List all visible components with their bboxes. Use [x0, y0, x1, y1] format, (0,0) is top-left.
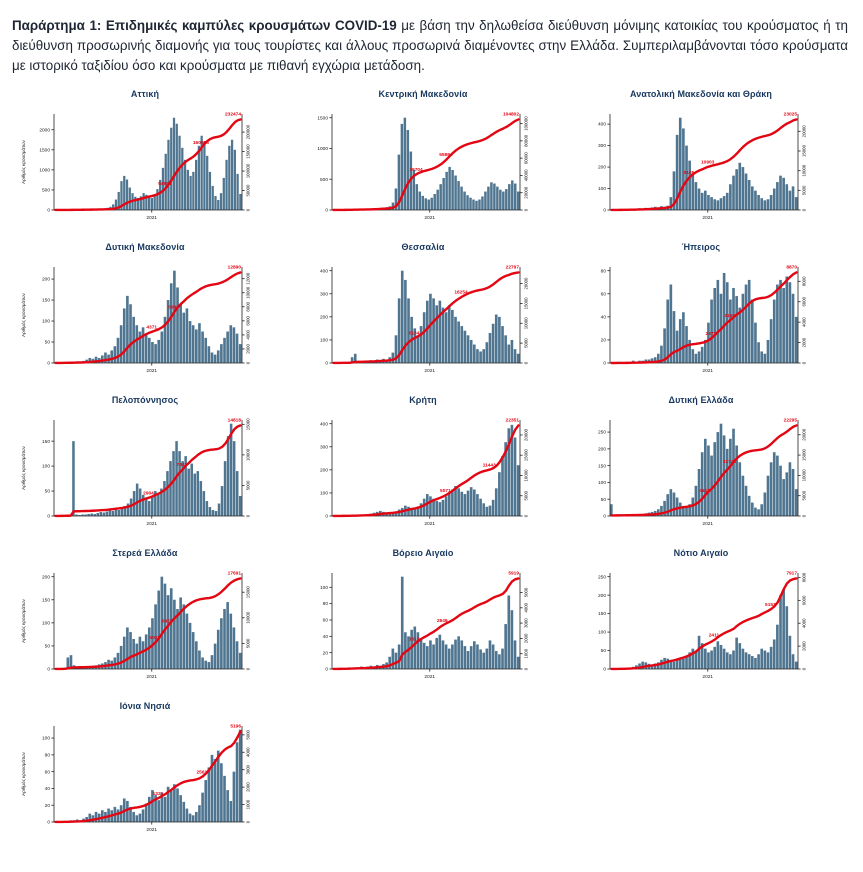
svg-text:20000: 20000: [523, 278, 529, 291]
svg-text:0: 0: [47, 209, 50, 215]
svg-text:0: 0: [325, 668, 328, 674]
svg-text:2000: 2000: [245, 344, 251, 355]
mid-annotation: 2411: [708, 633, 720, 639]
x-axis-tick-label: 2021: [146, 675, 158, 681]
svg-text:200: 200: [597, 447, 606, 453]
final-total-annotation: 5196: [230, 724, 241, 730]
svg-text:0: 0: [47, 668, 50, 674]
chart-title: Πελοπόννησος: [111, 395, 179, 406]
svg-text:200: 200: [319, 315, 328, 321]
svg-text:200: 200: [597, 166, 606, 172]
x-axis-tick-label: 2021: [424, 675, 436, 681]
chart-title: Θεσσαλία: [401, 242, 445, 253]
svg-text:10000: 10000: [245, 612, 251, 625]
svg-text:100: 100: [597, 187, 606, 193]
svg-text:3000: 3000: [245, 765, 251, 775]
svg-text:5000: 5000: [245, 639, 251, 649]
chart-title: Ιόνια Νησιά: [119, 701, 171, 712]
svg-text:150: 150: [597, 612, 606, 618]
mid-annotation: 39704: [409, 168, 423, 174]
svg-text:0: 0: [245, 209, 251, 212]
chart-8-κρητη: [292, 395, 554, 534]
svg-text:2000: 2000: [245, 782, 251, 793]
svg-text:80: 80: [600, 269, 606, 275]
svg-text:100: 100: [41, 621, 50, 627]
svg-text:1000: 1000: [523, 649, 529, 659]
svg-text:100000: 100000: [245, 164, 251, 179]
epidemic-curve-plot: [14, 561, 276, 687]
svg-text:150: 150: [41, 299, 50, 305]
mid-annotation: 55884: [439, 153, 453, 159]
svg-text:5000: 5000: [245, 481, 251, 491]
epidemic-curve-plot: [292, 561, 554, 687]
chart-9-δυτικη-ελλαδα: [570, 395, 832, 534]
svg-text:50: 50: [600, 498, 606, 504]
svg-text:0: 0: [801, 515, 807, 518]
svg-text:10000: 10000: [245, 449, 251, 462]
svg-text:3000: 3000: [523, 618, 529, 629]
final-total-annotation: 7917: [786, 571, 797, 577]
final-total-annotation: 104802: [502, 112, 519, 118]
mid-annotation: 5071: [440, 489, 451, 495]
epidemic-curve-plot: [14, 255, 276, 381]
svg-text:0: 0: [245, 821, 251, 824]
svg-text:100: 100: [41, 320, 50, 326]
svg-text:100: 100: [41, 737, 50, 743]
mid-annotation: 2904: [143, 492, 154, 498]
chart-1-αττικη: [14, 89, 276, 228]
svg-text:500: 500: [41, 189, 50, 195]
svg-text:0: 0: [603, 362, 606, 368]
final-total-annotation: 232474: [224, 112, 241, 118]
svg-text:0: 0: [603, 209, 606, 215]
chart-7-πελοποννησος: [14, 395, 276, 534]
x-axis-tick-label: 2021: [146, 369, 158, 375]
svg-text:0: 0: [47, 821, 50, 827]
svg-text:500: 500: [319, 178, 328, 184]
svg-text:50000: 50000: [245, 185, 251, 197]
final-total-annotation: 22351: [505, 418, 519, 424]
svg-text:2000: 2000: [39, 128, 50, 134]
mid-annotation: 11443: [482, 463, 496, 469]
mid-annotation: 2561: [196, 770, 208, 776]
svg-text:100: 100: [597, 631, 606, 637]
svg-text:0: 0: [245, 362, 251, 365]
x-axis-tick-label: 2021: [424, 369, 436, 375]
svg-text:80: 80: [44, 753, 50, 759]
mid-annotation: 8105: [683, 171, 695, 177]
svg-text:0: 0: [801, 668, 807, 671]
svg-text:10000: 10000: [245, 287, 251, 300]
mid-annotation: 4641: [699, 489, 710, 495]
svg-text:20: 20: [44, 804, 50, 810]
charts-grid: [12, 89, 851, 840]
mid-annotation: 54561: [158, 182, 172, 188]
final-total-annotation: 5919: [508, 571, 519, 577]
cumulative-annotations: [146, 265, 241, 331]
final-total-annotation: 22295: [783, 418, 797, 424]
svg-text:0: 0: [603, 515, 606, 521]
x-axis-tick-label: 2021: [702, 216, 714, 222]
svg-text:0: 0: [801, 362, 807, 365]
final-total-annotation: 8870: [786, 265, 797, 271]
daily-cases-bars: [610, 424, 798, 516]
svg-text:0: 0: [603, 668, 606, 674]
y-axis-title: Αριθμός κρουσμάτων: [21, 752, 26, 797]
appendix-heading-bold: Παράρτημα 1: Επιδημικές καμπύλες κρουσμάτων COVID-19: [12, 18, 397, 33]
chart-12-νοτιο-αιγαιο: [570, 548, 832, 687]
svg-text:20: 20: [600, 339, 606, 345]
svg-text:1000: 1000: [317, 147, 328, 153]
svg-text:50: 50: [44, 341, 50, 347]
svg-text:1000: 1000: [39, 168, 50, 174]
chart-5-θεσσαλια: [292, 242, 554, 381]
mid-annotation: 4371: [146, 325, 158, 331]
chart-title: Κεντρική Μακεδονία: [378, 89, 468, 100]
svg-text:300: 300: [597, 144, 606, 150]
appendix-heading: [12, 16, 848, 75]
svg-text:10000: 10000: [523, 317, 529, 330]
appendix-heading-rest: με βάση την δηλωθείσα διεύθυνση μόνιμης κατοικίας του κρούσματος ή τη διεύθυνση προσωρινής διαμονής για τους τουρίστες και άλλους προσωρινά διαμένοντες στην Ελλάδα. Συμπεριλαμβάνονται τόσο κρούσματα με ιστορικό ταξιδίου όσο και κρούσματα με πιθανή εγχώρια μετάδοση.: [12, 18, 849, 73]
chart-3-ανατολικη-μακεδονια-και-θρακη: [570, 89, 832, 228]
svg-text:0: 0: [523, 515, 529, 518]
svg-text:0: 0: [523, 668, 529, 671]
y-axis-title: Αριθμός κρουσμάτων: [21, 599, 26, 644]
x-axis-tick-label: 2021: [702, 369, 714, 375]
cumulative-annotations: [153, 724, 242, 797]
svg-text:200: 200: [41, 278, 50, 284]
mid-annotation: 6905: [168, 305, 179, 311]
svg-text:2000: 2000: [801, 641, 807, 652]
mid-annotation: 10903: [701, 161, 715, 167]
y-axis-title: Αριθμός κρουσμάτων: [21, 140, 26, 185]
x-axis-tick-label: 2021: [146, 216, 158, 222]
epidemic-curve-plot: [570, 102, 832, 228]
svg-text:15000: 15000: [523, 449, 529, 462]
x-axis-tick-label: 2021: [146, 828, 158, 834]
epidemic-curve-plot: [292, 102, 554, 228]
svg-text:400: 400: [319, 422, 328, 428]
epidemic-curve-plot: [570, 255, 832, 381]
x-axis-tick-label: 2021: [424, 522, 436, 528]
svg-text:200: 200: [597, 594, 606, 600]
svg-text:0: 0: [325, 209, 328, 215]
svg-text:15000: 15000: [245, 418, 251, 431]
svg-text:250: 250: [597, 575, 606, 581]
svg-text:60: 60: [322, 619, 328, 625]
chart-title: Δυτική Μακεδονία: [105, 242, 185, 253]
svg-text:12000: 12000: [245, 273, 251, 286]
svg-text:2000: 2000: [523, 634, 529, 644]
svg-text:150: 150: [597, 464, 606, 470]
cumulative-annotations: [440, 418, 519, 494]
daily-cases-bars: [616, 273, 797, 363]
svg-text:150: 150: [41, 440, 50, 446]
svg-text:40000: 40000: [523, 169, 529, 182]
mid-annotation: 8471: [162, 620, 173, 626]
axis-labels: [601, 269, 807, 375]
svg-text:250: 250: [597, 431, 606, 437]
svg-text:5000: 5000: [523, 338, 529, 349]
svg-text:15000: 15000: [523, 297, 529, 310]
mid-annotation: 16254: [454, 291, 468, 297]
x-axis-tick-label: 2021: [146, 522, 158, 528]
svg-text:10000: 10000: [801, 165, 807, 178]
svg-text:5000: 5000: [245, 730, 251, 741]
svg-text:150: 150: [41, 598, 50, 604]
mid-annotation: 1321: [152, 792, 164, 798]
mid-annotation: 1613: [408, 638, 420, 644]
final-total-annotation: 22797: [505, 265, 519, 271]
svg-text:60: 60: [600, 292, 606, 298]
svg-text:400: 400: [319, 269, 328, 275]
final-total-annotation: 23025: [783, 112, 797, 118]
svg-text:80: 80: [322, 602, 328, 608]
svg-text:1000: 1000: [245, 800, 251, 810]
svg-text:20: 20: [322, 651, 328, 657]
daily-cases-bars: [54, 424, 242, 516]
svg-text:300: 300: [319, 445, 328, 451]
svg-text:5000: 5000: [523, 491, 529, 502]
svg-text:20000: 20000: [801, 429, 807, 442]
svg-text:0: 0: [245, 515, 251, 518]
chart-title: Δυτική Ελλάδα: [668, 395, 734, 406]
svg-text:40: 40: [322, 635, 328, 641]
svg-text:0: 0: [245, 668, 251, 671]
epidemic-curve-plot: [292, 408, 554, 534]
svg-text:15000: 15000: [245, 586, 251, 599]
svg-text:15000: 15000: [801, 145, 807, 158]
mid-annotation: 2849: [436, 619, 448, 625]
mid-annotation: 2373: [705, 332, 717, 338]
svg-text:80000: 80000: [523, 135, 529, 148]
chart-6-ηπειρος: [570, 242, 832, 381]
svg-text:4000: 4000: [245, 747, 251, 758]
svg-text:150000: 150000: [245, 144, 251, 160]
daily-cases-bars: [332, 577, 520, 669]
svg-text:40: 40: [600, 315, 606, 321]
chart-title: Αττική: [130, 89, 160, 100]
svg-text:6000: 6000: [801, 596, 807, 606]
svg-text:1500: 1500: [39, 148, 50, 154]
epidemic-curve-plot: [14, 102, 276, 228]
svg-text:8000: 8000: [801, 573, 807, 583]
y-axis-title: Αριθμός κρουσμάτων: [21, 446, 26, 491]
chart-title: Ανατολική Μακεδονία και Θράκη: [629, 89, 773, 100]
svg-text:10000: 10000: [523, 469, 529, 482]
epidemic-curve-plot: [570, 408, 832, 534]
epidemic-curve-plot: [14, 408, 276, 534]
svg-text:20000: 20000: [523, 187, 529, 200]
chart-4-δυτικη-μακεδονια: [14, 242, 276, 381]
svg-text:4000: 4000: [801, 317, 807, 328]
daily-cases-bars: [54, 577, 242, 669]
svg-text:20000: 20000: [523, 429, 529, 442]
svg-text:20000: 20000: [801, 125, 807, 138]
svg-text:300: 300: [319, 292, 328, 298]
svg-text:50: 50: [44, 645, 50, 651]
final-total-annotation: 14818: [227, 418, 241, 424]
chart-13-ιονια-νησια: [14, 701, 276, 840]
svg-text:100: 100: [41, 465, 50, 471]
y-axis-title: Αριθμός κρουσμάτων: [21, 293, 26, 338]
svg-text:100: 100: [597, 481, 606, 487]
svg-text:100000: 100000: [523, 116, 529, 132]
svg-text:5000: 5000: [523, 588, 529, 598]
svg-text:4000: 4000: [801, 618, 807, 629]
svg-text:6000: 6000: [801, 297, 807, 308]
mid-annotation: 6134: [408, 332, 420, 338]
final-total-annotation: 17691: [227, 571, 241, 577]
mid-annotation: 5153: [765, 603, 776, 609]
svg-text:400: 400: [597, 123, 606, 129]
cumulative-annotations: [409, 112, 519, 173]
x-axis-tick-label: 2021: [424, 216, 436, 222]
mid-annotation: 7441: [176, 463, 188, 469]
svg-text:60: 60: [44, 770, 50, 776]
chart-11-βορειο-αιγαιο: [292, 548, 554, 687]
svg-text:100: 100: [319, 339, 328, 345]
svg-text:100: 100: [319, 492, 328, 498]
svg-text:40: 40: [44, 787, 50, 793]
final-total-annotation: 12890: [227, 265, 241, 271]
svg-text:50: 50: [44, 490, 50, 496]
svg-text:200: 200: [41, 575, 50, 581]
svg-text:1500: 1500: [317, 116, 328, 122]
mid-annotation: 5021: [149, 636, 161, 642]
mid-annotation: 11741: [723, 460, 737, 466]
chart-2-κεντρικη-μακεδονια: [292, 89, 554, 228]
svg-text:4000: 4000: [245, 330, 251, 341]
daily-cases-bars: [54, 730, 242, 822]
svg-text:2000: 2000: [801, 338, 807, 348]
svg-text:60000: 60000: [523, 152, 529, 165]
chart-10-στερεα-ελλαδα: [14, 548, 276, 687]
svg-text:0: 0: [523, 362, 529, 365]
svg-text:10000: 10000: [801, 469, 807, 482]
svg-text:100: 100: [319, 586, 328, 592]
x-axis-tick-label: 2021: [702, 675, 714, 681]
svg-text:6000: 6000: [245, 316, 251, 327]
daily-cases-bars: [332, 118, 520, 210]
svg-text:0: 0: [47, 362, 50, 368]
x-axis-tick-label: 2021: [702, 522, 714, 528]
svg-text:8000: 8000: [801, 277, 807, 287]
svg-text:200000: 200000: [245, 125, 251, 140]
svg-text:0: 0: [47, 515, 50, 521]
chart-title: Ήπειρος: [681, 242, 721, 253]
epidemic-curve-plot: [14, 714, 276, 840]
svg-text:200: 200: [319, 468, 328, 474]
chart-title: Βόρειο Αιγαίο: [392, 548, 454, 559]
chart-title: Νότιο Αιγαίο: [673, 548, 729, 559]
daily-cases-bars: [332, 425, 520, 516]
chart-title: Κρήτη: [409, 395, 437, 406]
svg-text:0: 0: [801, 209, 807, 212]
mid-annotation: 4103: [724, 314, 735, 320]
svg-text:0: 0: [325, 362, 328, 368]
daily-cases-bars: [610, 590, 798, 669]
svg-text:0: 0: [523, 209, 529, 212]
svg-text:5000: 5000: [801, 186, 807, 196]
svg-text:8000: 8000: [245, 302, 251, 313]
chart-title: Στερεά Ελλάδα: [112, 548, 178, 559]
epidemic-curve-plot: [570, 561, 832, 687]
svg-text:5000: 5000: [801, 491, 807, 501]
svg-text:15000: 15000: [801, 449, 807, 462]
svg-text:4000: 4000: [523, 603, 529, 614]
epidemic-curve-plot: [292, 255, 554, 381]
mid-annotation: 160083: [192, 141, 209, 147]
cumulative-annotations: [409, 571, 520, 643]
svg-text:50: 50: [600, 649, 606, 655]
svg-text:0: 0: [325, 515, 328, 521]
